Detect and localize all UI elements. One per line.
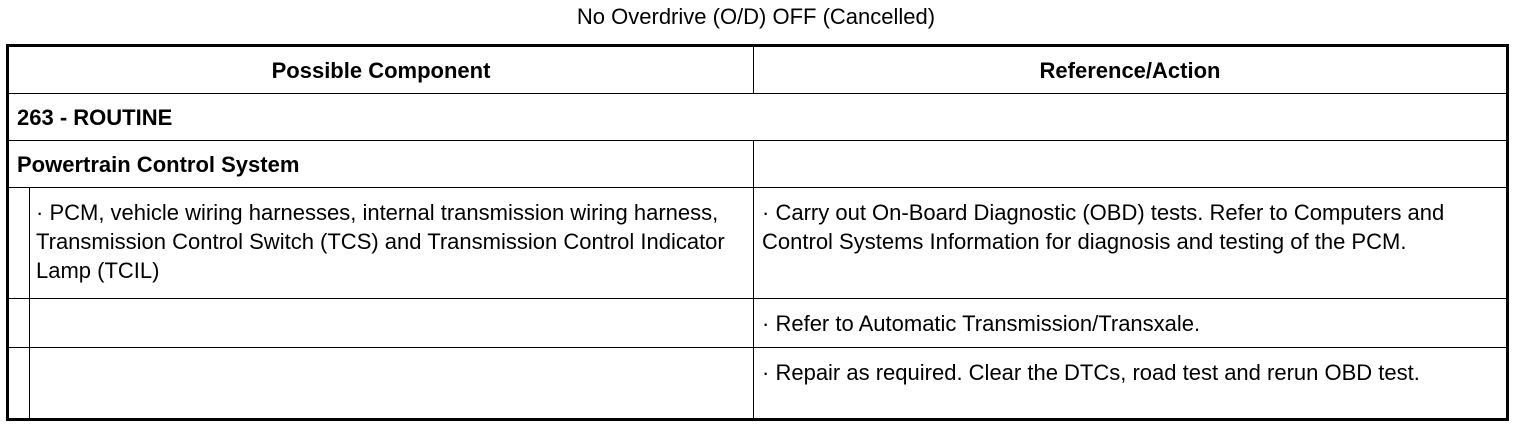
page-title: No Overdrive (O/D) OFF (Cancelled) [576, 4, 936, 29]
indent-cell [8, 299, 30, 348]
action-cell: · Refer to Automatic Transmission/Transxale. [754, 299, 1508, 348]
table-row [8, 348, 1508, 420]
table-row [8, 299, 1508, 348]
action-cell: · Carry out On-Board Diagnostic (OBD) tests. Refer to Computers and Control Systems Information for diagnosis and testing of the PCM. [754, 188, 1508, 299]
system-label: Powertrain Control System [8, 141, 754, 188]
indent-cell [8, 348, 30, 420]
header-row [8, 46, 1508, 94]
table-row [8, 188, 1508, 299]
component-cell-empty [30, 348, 754, 420]
system-action-empty [754, 141, 1508, 188]
header-reference-action: Reference/Action [754, 46, 1508, 94]
component-cell-empty [30, 299, 754, 348]
action-cell: · Repair as required. Clear the DTCs, road test and rerun OBD test. [754, 348, 1508, 420]
header-possible-component: Possible Component [8, 46, 754, 94]
routine-row [8, 94, 1508, 141]
diagnostic-table [6, 44, 1509, 421]
indent-cell [8, 188, 30, 299]
routine-label: 263 - ROUTINE [8, 94, 1508, 141]
system-row [8, 141, 1508, 188]
component-cell: · PCM, vehicle wiring harnesses, internal transmission wiring harness, Transmission Control Switch (TCS) and Transmission Control Indicator Lamp (TCIL) [30, 188, 754, 299]
